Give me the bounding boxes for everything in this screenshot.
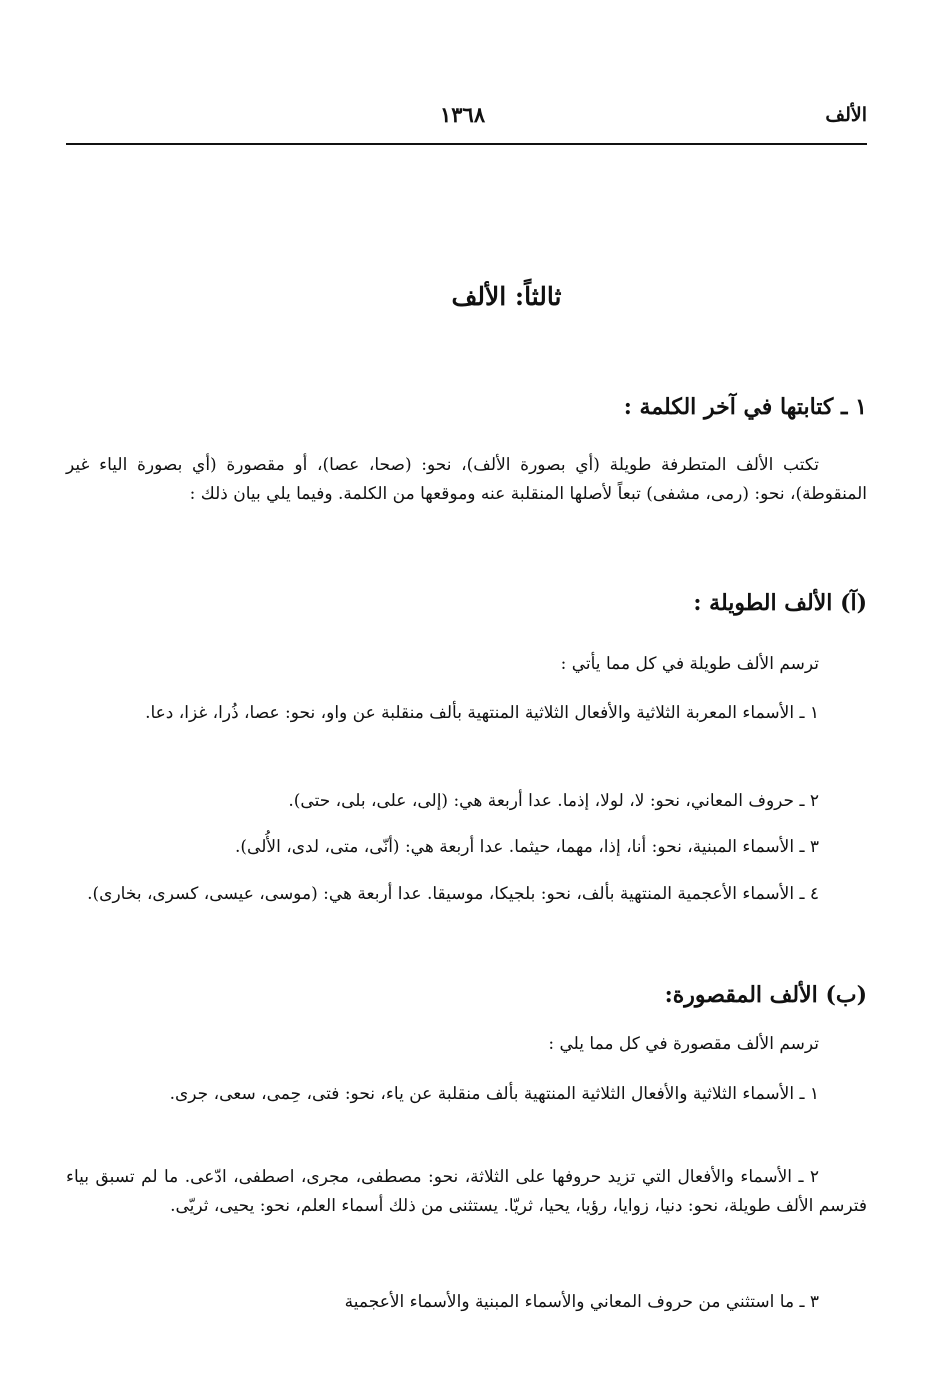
running-header-title: الألف <box>825 104 867 126</box>
heading-writing-at-word-end: ١ ـ كتابتها في آخر الكلمة : <box>623 394 867 420</box>
section-title: ثالثاً: الألف <box>451 282 562 311</box>
heading-short-alif: (ب) الألف المقصورة: <box>664 982 867 1008</box>
header-rule <box>66 143 867 145</box>
page-number: ١٣٦٨ <box>440 102 486 127</box>
long-alif-lead: ترسم الألف طويلة في كل مما يأتي : <box>560 654 819 674</box>
long-alif-item-2: ٢ ـ حروف المعاني، نحو: لا، لولا، إذما. عدا أربعة هي: (إلى، على، بلى، حتى). <box>288 791 819 811</box>
long-alif-item-1: ١ ـ الأسماء المعربة الثلاثية والأفعال الثلاثية المنتهية بألف منقلبة عن واو، نحو: عصا، ذُرا، غزا، دعا. <box>145 703 819 723</box>
short-alif-lead: ترسم الألف مقصورة في كل مما يلي : <box>548 1034 819 1054</box>
long-alif-item-3: ٣ ـ الأسماء المبنية، نحو: أنا، إذا، مهما، حيثما. عدا أربعة هي: (أنّى، متى، لدى، الأُلى). <box>235 837 819 857</box>
long-alif-item-4: ٤ ـ الأسماء الأعجمية المنتهية بألف، نحو: بلجيكا، موسيقا. عدا أربعة هي: (موسى، عيسى، كسرى، بخارى). <box>87 884 819 904</box>
intro-paragraph: تكتب الألف المتطرفة طويلة (أي بصورة الألف)، نحو: (صحا، عصا)، أو مقصورة (أي بصورة الياء غير المنقوطة)، نحو: (رمى، مشفى) تبعاً لأصلها المنقلبة عنه وموقعها من الكلمة. وفيما يلي بيان ذلك : <box>66 455 867 504</box>
heading-long-alif: (آ) الألف الطويلة : <box>693 590 867 616</box>
short-alif-item-3: ٣ ـ ما استثني من حروف المعاني والأسماء المبنية والأسماء الأعجمية <box>344 1292 819 1312</box>
short-alif-item-1: ١ ـ الأسماء الثلاثية والأفعال الثلاثية المنتهية بألف منقلبة عن ياء، نحو: فتى، حِمى، سعى، جرى. <box>169 1084 819 1104</box>
short-alif-item-2: ٢ ـ الأسماء والأفعال التي تزيد حروفها على الثلاثة، نحو: مصطفى، مجرى، اصطفى، ادّعى. ما لم تسبق بياء فترسم الألف طويلة، نحو: دنيا، زوايا، رؤيا، يحيا، ثريّا. يستثنى من ذلك أسماء العلم، نحو: يحيى، ثريّى. <box>66 1167 867 1216</box>
